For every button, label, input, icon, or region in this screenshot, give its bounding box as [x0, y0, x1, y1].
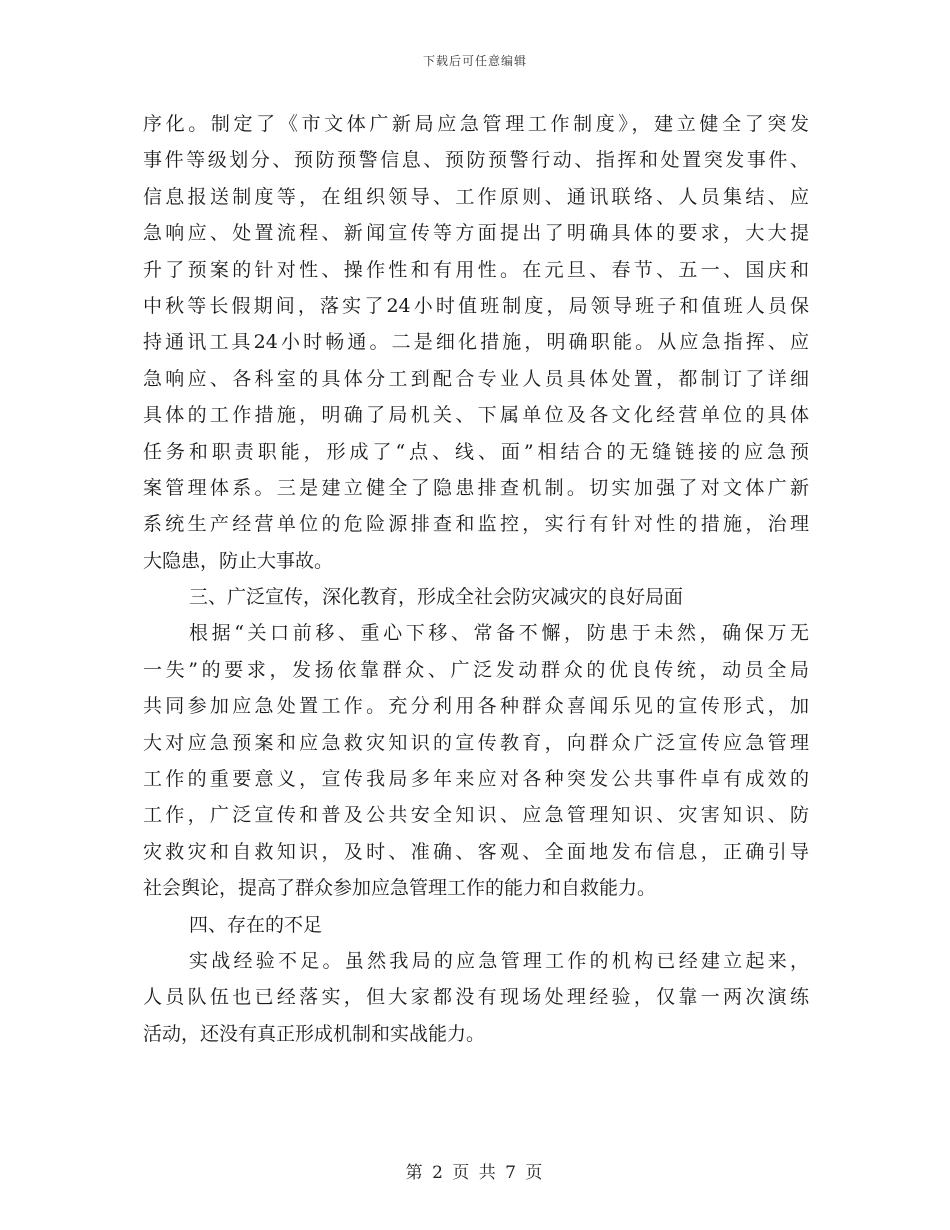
text-line: 社会舆论，提高了群众参加应急管理工作的能力和自救能力。	[143, 877, 657, 900]
text-line: 急响应、各科室的具体分工到配合专业人员具体处置，都制订了详细	[143, 367, 809, 390]
text-line: 一失”的要求，发扬依靠群众、广泛发动群众的优良传统，动员全局	[143, 658, 809, 681]
text-line: 工作，广泛宣传和普及公共安全知识、应急管理知识、灾害知识、防	[143, 804, 809, 827]
text-line: 持通讯工具24小时畅通。二是细化措施，明确职能。从应急指挥、应	[143, 331, 809, 354]
section-heading: 四、存在的不足	[189, 913, 323, 936]
text-line: 序化。制定了《市文体广新局应急管理工作制度》，建立健全了突发	[143, 113, 809, 135]
text-line: 工作的重要意义，宣传我局多年来应对各种突发公共事件卓有成效的	[143, 768, 809, 791]
text-line: 信息报送制度等，在组织领导、工作原则、通讯联络、人员集结、应	[143, 185, 809, 208]
text-line: 活动，还没有真正形成机制和实战能力。	[143, 1022, 486, 1045]
text-line: 共同参加应急处置工作。充分利用各种群众喜闻乐见的宣传形式，加	[143, 695, 809, 718]
text-line: 大对应急预案和应急救灾知识的宣传教育，向群众广泛宣传应急管理	[143, 731, 809, 754]
text-line: 升了预案的针对性、操作性和有用性。在元旦、春节、五一、国庆和	[143, 258, 809, 281]
text-line: 案管理体系。三是建立健全了隐患排查机制。切实加强了对文体广新	[143, 476, 809, 499]
section-heading: 三、广泛宣传，深化教育，形成全社会防灾减灾的良好局面	[189, 586, 684, 609]
text-line: 根据“关口前移、重心下移、常备不懈，防患于未然，确保万无	[189, 622, 809, 645]
text-line: 具体的工作措施，明确了局机关、下属单位及各文化经营单位的具体	[143, 404, 809, 427]
text-line: 大隐患，防止大事故。	[143, 549, 334, 572]
text-line: 系统生产经营单位的危险源排查和监控，实行有针对性的措施，治理	[143, 513, 809, 536]
text-line: 中秋等长假期间，落实了24小时值班制度，局领导班子和值班人员保	[143, 294, 809, 317]
document-body	[143, 106, 809, 1052]
text-line: 任务和职责职能，形成了“点、线、面”相结合的无缝链接的应急预	[143, 440, 809, 463]
page-number: 第 2 页 共 7 页	[405, 1163, 545, 1183]
text-line: 实战经验不足。虽然我局的应急管理工作的机构已经建立起来，	[189, 949, 809, 972]
text-line: 灾救灾和自救知识，及时、准确、客观、全面地发布信息，正确引导	[143, 840, 809, 863]
page-header: 下载后可任意编辑	[422, 54, 527, 68]
text-line: 事件等级划分、预防预警信息、预防预警行动、指挥和处置突发事件、	[143, 149, 809, 172]
text-line: 急响应、处置流程、新闻宣传等方面提出了明确具体的要求，大大提	[143, 222, 809, 245]
text-line: 人员队伍也已经落实，但大家都没有现场处理经验，仅靠一两次演练	[143, 986, 809, 1009]
